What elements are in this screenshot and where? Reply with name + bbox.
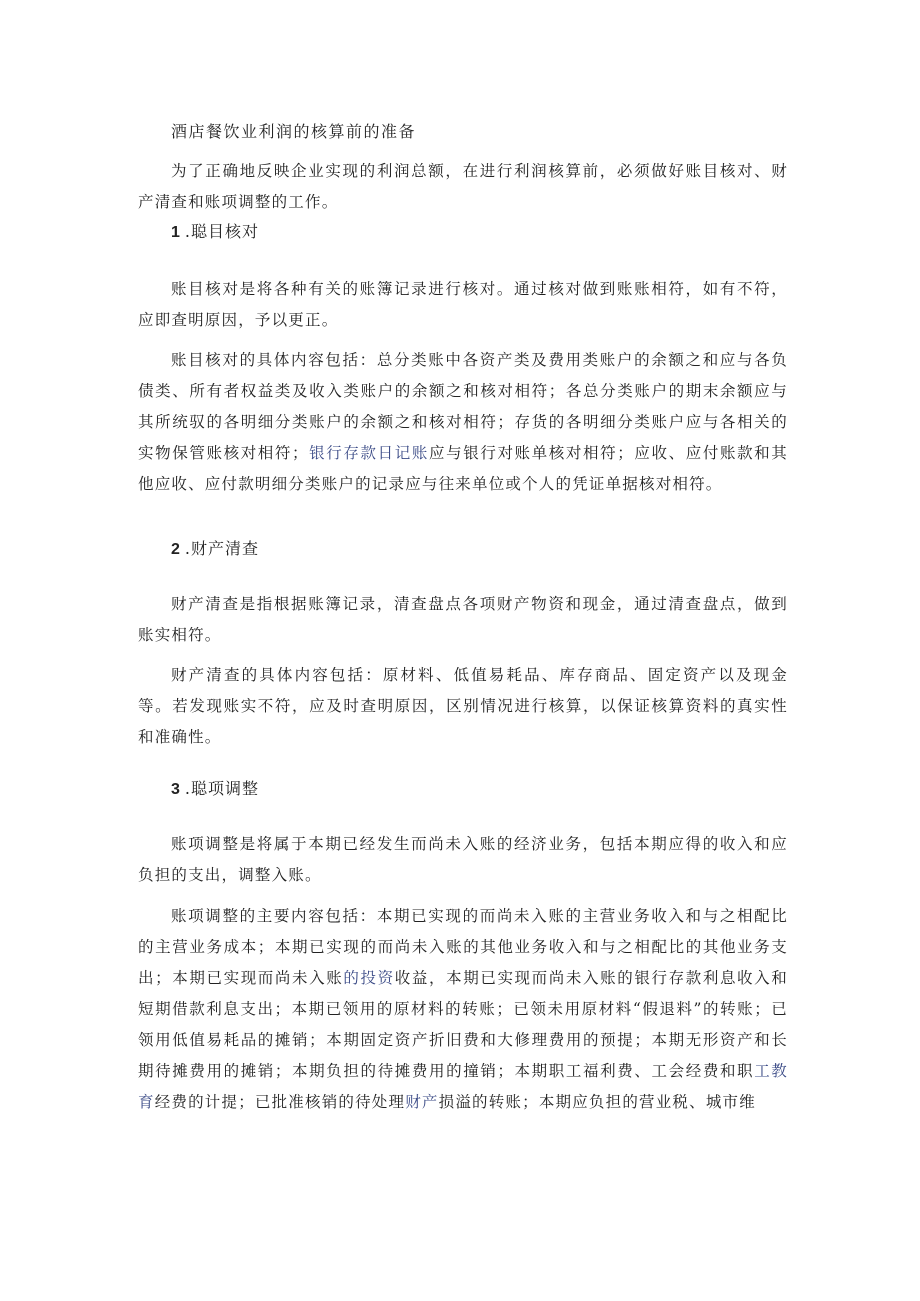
section-2-heading bbox=[171, 536, 259, 563]
section-3-heading bbox=[171, 776, 259, 803]
section-1-number: 1 bbox=[171, 224, 181, 241]
section-3-detail-text-b: 收益，本期已实现而尚未入账的银行存款利息收入和短期借款利息支出；本期已领用的原材料的转账；已领未用原材料“假退料”的转账；已领用低值易耗品的摊销；本期固定资产折旧费和大修理费用的预提；本期无形资产和长期待摊费用的摊销；本期负担的待摊费用的撞销；本期职工福利费、工会经费和职 bbox=[138, 969, 788, 1080]
section-2-number: 2 bbox=[171, 541, 181, 558]
section-3-detail-text-c: 经费的计提；已批准核销的待处理 bbox=[154, 1093, 406, 1111]
section-1-detail-text-b: 应与银行对账单核对相符；应收、应付账款和其他应收、应付款明细分类账户的记录应与往来单位或个人的凭证单据核对相符。 bbox=[138, 444, 788, 493]
investment-link[interactable]: 的投资 bbox=[343, 969, 395, 987]
section-2-title: .财产清查 bbox=[184, 539, 259, 558]
property-link[interactable]: 财产 bbox=[405, 1093, 439, 1111]
document-title: 酒店餐饮业利润的核算前的准备 bbox=[171, 122, 417, 141]
section-3-paragraph-2 bbox=[138, 901, 788, 1118]
section-1-detail-text-a: 账目核对的具体内容包括：总分类账中各资产类及费用类账户的余额之和应与各负债类、所有者权益类及收入类账户的余额之和核对相符；各总分类账户的期末余额应与其所统驭的各明细分类账户的余额之和核对相符；存货的各明细分类账户应与各相关的实物保管账核对相符； bbox=[138, 351, 788, 462]
section-1-paragraph-1: 账目核对是将各种有关的账簿记录进行核对。通过核对做到账账相符，如有不符，应即查明原因，予以更正。 bbox=[138, 280, 788, 329]
section-2-paragraph-1: 财产清查是指根据账簿记录，清查盘点各项财产物资和现金，通过清查盘点，做到账实相符。 bbox=[138, 595, 788, 644]
section-3-paragraph-1: 账项调整是将属于本期已经发生而尚未入账的经济业务，包括本期应得的收入和应负担的支出，调整入账。 bbox=[138, 835, 788, 884]
section-1-title: .聪目核对 bbox=[184, 222, 259, 241]
section-3-detail-text-a: 账项调整的主要内容包括：本期已实现的而尚未入账的主营业务收入和与之相配比的主营业务成本；本期已实现的而尚未入账的其他业务收入和与之相配比的其他业务支出；本期已实现而尚未入账 bbox=[138, 907, 788, 987]
section-1-heading bbox=[171, 219, 259, 246]
worker-education-link[interactable]: 工教育 bbox=[138, 1062, 789, 1111]
intro-paragraph: 为了正确地反映企业实现的利润总额，在进行利润核算前，必须做好账目核对、财产清查和账项调整的工作。 bbox=[138, 162, 788, 211]
section-2-paragraph-2: 财产清查的具体内容包括：原材料、低值易耗品、库存商品、固定资产以及现金等。若发现账实不符，应及时查明原因，区别情况进行核算，以保证核算资料的真实性和准确性。 bbox=[138, 666, 788, 746]
section-3-title: .聪项调整 bbox=[184, 779, 259, 798]
section-1-paragraph-2 bbox=[138, 345, 788, 500]
bank-journal-link[interactable]: 银行存款日记账 bbox=[308, 444, 429, 462]
section-3-detail-text-d: 损溢的转账；本期应负担的营业税、城市维 bbox=[438, 1093, 756, 1111]
section-3-number: 3 bbox=[171, 781, 181, 798]
